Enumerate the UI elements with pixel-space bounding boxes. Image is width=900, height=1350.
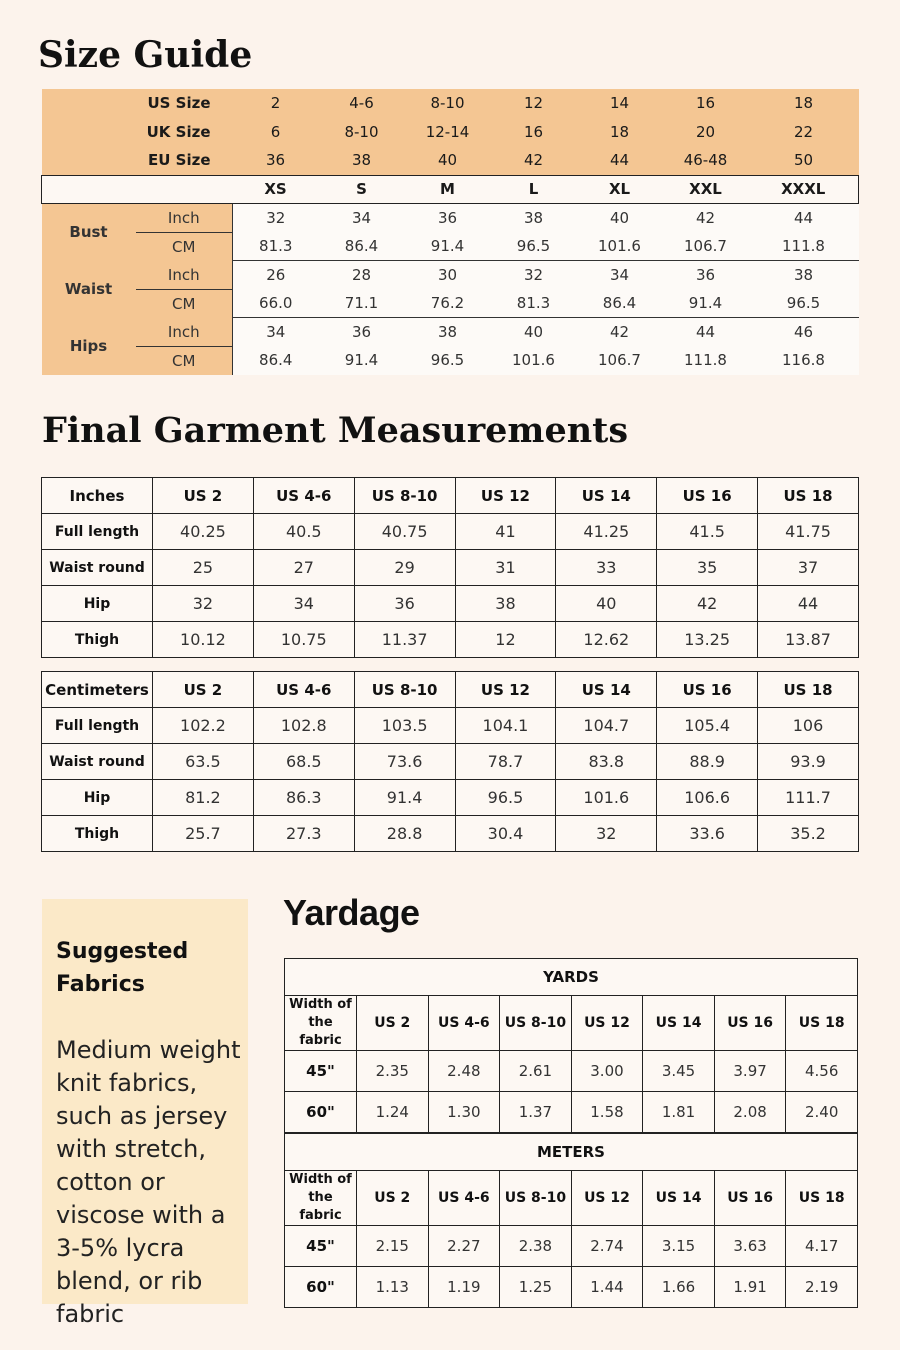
width-label: Width of the fabric bbox=[285, 1171, 357, 1226]
measurement-value: 40 bbox=[491, 318, 577, 347]
size-cell: 50 bbox=[749, 146, 859, 175]
column-header: US 18 bbox=[758, 478, 859, 514]
value-cell: 3.00 bbox=[571, 1051, 643, 1092]
value-cell: 83.8 bbox=[556, 744, 657, 780]
column-header: US 4-6 bbox=[253, 478, 354, 514]
value-cell: 37 bbox=[758, 550, 859, 586]
measurement-inch-row bbox=[42, 261, 859, 290]
column-header: US 14 bbox=[643, 996, 715, 1051]
measurement-value: 42 bbox=[663, 203, 749, 232]
value-cell: 29 bbox=[354, 550, 455, 586]
value-cell: 2.40 bbox=[786, 1092, 858, 1133]
value-cell: 3.45 bbox=[643, 1051, 715, 1092]
measurement-value: 111.8 bbox=[749, 232, 859, 261]
size-cell: 8-10 bbox=[319, 118, 405, 147]
value-cell: 42 bbox=[657, 586, 758, 622]
measurement-value: 86.4 bbox=[319, 232, 405, 261]
size-cell: 18 bbox=[577, 118, 663, 147]
value-cell: 2.61 bbox=[500, 1051, 572, 1092]
measurement-cm-row bbox=[42, 289, 859, 318]
unit-header: METERS bbox=[285, 1134, 858, 1171]
column-header: US 2 bbox=[357, 1171, 429, 1226]
row-label: Hip bbox=[42, 586, 153, 622]
row-label: 60" bbox=[285, 1267, 357, 1308]
measurement-value: 91.4 bbox=[405, 232, 491, 261]
measurement-value: 34 bbox=[233, 318, 319, 347]
value-cell: 41.25 bbox=[556, 514, 657, 550]
measurement-value: 30 bbox=[405, 261, 491, 290]
value-cell: 40.5 bbox=[253, 514, 354, 550]
column-header: US 16 bbox=[657, 478, 758, 514]
unit-label-cm: CM bbox=[136, 346, 233, 375]
column-header: US 18 bbox=[758, 672, 859, 708]
column-header: US 16 bbox=[714, 996, 786, 1051]
value-cell: 31 bbox=[455, 550, 556, 586]
value-cell: 34 bbox=[253, 586, 354, 622]
value-cell: 1.13 bbox=[357, 1267, 429, 1308]
column-header: US 16 bbox=[714, 1171, 786, 1226]
measurement-cm-row bbox=[42, 346, 859, 375]
measurement-value: 71.1 bbox=[319, 289, 405, 318]
measurement-value: 96.5 bbox=[405, 346, 491, 375]
value-cell: 104.7 bbox=[556, 708, 657, 744]
value-cell: 2.35 bbox=[357, 1051, 429, 1092]
measurement-name: Bust bbox=[42, 203, 136, 261]
value-cell: 104.1 bbox=[455, 708, 556, 744]
row-label: Waist round bbox=[42, 744, 153, 780]
table-row bbox=[42, 708, 859, 744]
column-header: US 2 bbox=[153, 478, 254, 514]
value-cell: 103.5 bbox=[354, 708, 455, 744]
letter-size-row bbox=[42, 175, 859, 203]
size-cell: 42 bbox=[491, 146, 577, 175]
letter-size-cell: M bbox=[405, 175, 491, 203]
column-header: US 18 bbox=[786, 1171, 858, 1226]
column-header: US 12 bbox=[571, 996, 643, 1051]
value-cell: 102.8 bbox=[253, 708, 354, 744]
size-system-label: US Size bbox=[42, 89, 233, 118]
row-label: Thigh bbox=[42, 816, 153, 852]
value-cell: 1.91 bbox=[714, 1267, 786, 1308]
measurement-value: 36 bbox=[663, 261, 749, 290]
size-cell: 16 bbox=[491, 118, 577, 147]
measurement-value: 81.3 bbox=[491, 289, 577, 318]
row-label: 45" bbox=[285, 1051, 357, 1092]
value-cell: 30.4 bbox=[455, 816, 556, 852]
column-header: US 12 bbox=[571, 1171, 643, 1226]
value-cell: 93.9 bbox=[758, 744, 859, 780]
row-label: Full length bbox=[42, 708, 153, 744]
value-cell: 2.48 bbox=[428, 1051, 500, 1092]
measurement-value: 81.3 bbox=[233, 232, 319, 261]
value-cell: 111.7 bbox=[758, 780, 859, 816]
size-system-label: UK Size bbox=[42, 118, 233, 147]
column-header: US 14 bbox=[556, 672, 657, 708]
table-row bbox=[42, 780, 859, 816]
value-cell: 101.6 bbox=[556, 780, 657, 816]
letter-size-cell: S bbox=[319, 175, 405, 203]
row-label: 60" bbox=[285, 1092, 357, 1133]
size-cell: 46-48 bbox=[663, 146, 749, 175]
measurement-value: 116.8 bbox=[749, 346, 859, 375]
measurement-value: 44 bbox=[749, 203, 859, 232]
value-cell: 41.75 bbox=[758, 514, 859, 550]
unit-label-cm: CM bbox=[136, 289, 233, 318]
measurement-value: 111.8 bbox=[663, 346, 749, 375]
column-header: US 8-10 bbox=[354, 478, 455, 514]
value-cell: 3.97 bbox=[714, 1051, 786, 1092]
value-cell: 81.2 bbox=[153, 780, 254, 816]
letter-size-cell: L bbox=[491, 175, 577, 203]
column-header: US 8-10 bbox=[354, 672, 455, 708]
measurement-name: Waist bbox=[42, 261, 136, 318]
measurement-value: 38 bbox=[749, 261, 859, 290]
size-cell: 4-6 bbox=[319, 89, 405, 118]
measurement-value: 36 bbox=[319, 318, 405, 347]
value-cell: 106 bbox=[758, 708, 859, 744]
letter-size-cell: XL bbox=[577, 175, 663, 203]
measurement-inch-row bbox=[42, 203, 859, 232]
table-row bbox=[285, 1267, 858, 1308]
measurement-name: Hips bbox=[42, 318, 136, 375]
column-header: US 12 bbox=[455, 478, 556, 514]
garment-measurements-title: Final Garment Measurements bbox=[42, 410, 629, 451]
table-row bbox=[42, 514, 859, 550]
header-row bbox=[285, 1171, 858, 1226]
measurement-value: 32 bbox=[491, 261, 577, 290]
value-cell: 1.25 bbox=[500, 1267, 572, 1308]
column-header: US 14 bbox=[643, 1171, 715, 1226]
unit-header-row bbox=[285, 959, 858, 996]
value-cell: 27.3 bbox=[253, 816, 354, 852]
table-row bbox=[42, 586, 859, 622]
value-cell: 4.56 bbox=[786, 1051, 858, 1092]
value-cell: 3.15 bbox=[643, 1226, 715, 1267]
measurement-inch-row bbox=[42, 318, 859, 347]
size-cell: 38 bbox=[319, 146, 405, 175]
column-header: US 18 bbox=[786, 996, 858, 1051]
size-guide-table bbox=[41, 89, 859, 375]
value-cell: 96.5 bbox=[455, 780, 556, 816]
garment-inches-table bbox=[41, 477, 859, 658]
header-row bbox=[42, 478, 859, 514]
value-cell: 3.63 bbox=[714, 1226, 786, 1267]
measurement-value: 36 bbox=[405, 203, 491, 232]
value-cell: 2.15 bbox=[357, 1226, 429, 1267]
column-header: US 8-10 bbox=[500, 996, 572, 1051]
value-cell: 102.2 bbox=[153, 708, 254, 744]
size-system-label: EU Size bbox=[42, 146, 233, 175]
table-row bbox=[42, 816, 859, 852]
unit-header: Centimeters bbox=[42, 672, 153, 708]
value-cell: 11.37 bbox=[354, 622, 455, 658]
suggested-fabrics-title: Suggested Fabrics bbox=[56, 939, 189, 997]
suggested-fabrics-panel bbox=[42, 899, 248, 1328]
size-cell: 14 bbox=[577, 89, 663, 118]
letter-size-blank-cell bbox=[42, 175, 233, 203]
value-cell: 1.66 bbox=[643, 1267, 715, 1308]
value-cell: 1.58 bbox=[571, 1092, 643, 1133]
value-cell: 63.5 bbox=[153, 744, 254, 780]
row-label: Hip bbox=[42, 780, 153, 816]
value-cell: 41.5 bbox=[657, 514, 758, 550]
value-cell: 13.25 bbox=[657, 622, 758, 658]
measurement-value: 28 bbox=[319, 261, 405, 290]
size-cell: 20 bbox=[663, 118, 749, 147]
measurement-value: 38 bbox=[491, 203, 577, 232]
size-cell: 2 bbox=[233, 89, 319, 118]
value-cell: 10.75 bbox=[253, 622, 354, 658]
value-cell: 35.2 bbox=[758, 816, 859, 852]
letter-size-cell: XS bbox=[233, 175, 319, 203]
letter-size-cell: XXL bbox=[663, 175, 749, 203]
row-label: Full length bbox=[42, 514, 153, 550]
measurement-value: 106.7 bbox=[663, 232, 749, 261]
value-cell: 106.6 bbox=[657, 780, 758, 816]
row-label: Thigh bbox=[42, 622, 153, 658]
column-header: US 4-6 bbox=[428, 1171, 500, 1226]
row-label: Waist round bbox=[42, 550, 153, 586]
value-cell: 78.7 bbox=[455, 744, 556, 780]
size-cell: 36 bbox=[233, 146, 319, 175]
column-header: US 8-10 bbox=[500, 1171, 572, 1226]
measurement-value: 91.4 bbox=[319, 346, 405, 375]
letter-size-cell: XXXL bbox=[749, 175, 859, 203]
size-guide-title: Size Guide bbox=[38, 34, 253, 76]
column-header: US 12 bbox=[455, 672, 556, 708]
value-cell: 1.37 bbox=[500, 1092, 572, 1133]
unit-label-inch: Inch bbox=[136, 203, 233, 232]
garment-centimeters-table bbox=[41, 671, 859, 852]
size-cell: 44 bbox=[577, 146, 663, 175]
measurement-value: 101.6 bbox=[577, 232, 663, 261]
size-cell: 22 bbox=[749, 118, 859, 147]
size-cell: 12-14 bbox=[405, 118, 491, 147]
value-cell: 73.6 bbox=[354, 744, 455, 780]
value-cell: 28.8 bbox=[354, 816, 455, 852]
column-header: US 16 bbox=[657, 672, 758, 708]
measurement-cm-row bbox=[42, 232, 859, 261]
value-cell: 2.08 bbox=[714, 1092, 786, 1133]
unit-header: Inches bbox=[42, 478, 153, 514]
unit-label-inch: Inch bbox=[136, 261, 233, 290]
column-header: US 14 bbox=[556, 478, 657, 514]
value-cell: 41 bbox=[455, 514, 556, 550]
width-label: Width of the fabric bbox=[285, 996, 357, 1051]
measurement-value: 91.4 bbox=[663, 289, 749, 318]
table-row bbox=[285, 1226, 858, 1267]
row-label: 45" bbox=[285, 1226, 357, 1267]
value-cell: 2.19 bbox=[786, 1267, 858, 1308]
size-system-row bbox=[42, 89, 859, 118]
value-cell: 35 bbox=[657, 550, 758, 586]
unit-label-cm: CM bbox=[136, 232, 233, 261]
value-cell: 12 bbox=[455, 622, 556, 658]
value-cell: 2.74 bbox=[571, 1226, 643, 1267]
measurement-value: 86.4 bbox=[577, 289, 663, 318]
value-cell: 38 bbox=[455, 586, 556, 622]
value-cell: 2.38 bbox=[500, 1226, 572, 1267]
size-cell: 6 bbox=[233, 118, 319, 147]
measurement-value: 34 bbox=[319, 203, 405, 232]
yardage-title: Yardage bbox=[283, 892, 420, 933]
value-cell: 12.62 bbox=[556, 622, 657, 658]
table-row bbox=[42, 622, 859, 658]
yardage-yards-table bbox=[284, 958, 858, 1133]
measurement-value: 46 bbox=[749, 318, 859, 347]
unit-label-inch: Inch bbox=[136, 318, 233, 347]
value-cell: 105.4 bbox=[657, 708, 758, 744]
value-cell: 25.7 bbox=[153, 816, 254, 852]
measurement-value: 76.2 bbox=[405, 289, 491, 318]
measurement-value: 26 bbox=[233, 261, 319, 290]
value-cell: 44 bbox=[758, 586, 859, 622]
value-cell: 33.6 bbox=[657, 816, 758, 852]
measurement-value: 86.4 bbox=[233, 346, 319, 375]
measurement-value: 96.5 bbox=[749, 289, 859, 318]
header-row bbox=[42, 672, 859, 708]
value-cell: 32 bbox=[153, 586, 254, 622]
size-cell: 16 bbox=[663, 89, 749, 118]
size-cell: 12 bbox=[491, 89, 577, 118]
table-row bbox=[42, 744, 859, 780]
value-cell: 10.12 bbox=[153, 622, 254, 658]
suggested-fabrics-text: Medium weight knit fabrics, such as jersey with stretch, cotton or viscose with a 3-5% lycra blend, or rib fabric bbox=[56, 1036, 241, 1328]
value-cell: 13.87 bbox=[758, 622, 859, 658]
value-cell: 36 bbox=[354, 586, 455, 622]
value-cell: 1.24 bbox=[357, 1092, 429, 1133]
table-row bbox=[285, 1092, 858, 1133]
measurement-value: 101.6 bbox=[491, 346, 577, 375]
value-cell: 1.30 bbox=[428, 1092, 500, 1133]
measurement-value: 106.7 bbox=[577, 346, 663, 375]
value-cell: 88.9 bbox=[657, 744, 758, 780]
column-header: US 2 bbox=[357, 996, 429, 1051]
measurement-value: 42 bbox=[577, 318, 663, 347]
value-cell: 1.19 bbox=[428, 1267, 500, 1308]
header-row bbox=[285, 996, 858, 1051]
column-header: US 4-6 bbox=[253, 672, 354, 708]
measurement-value: 96.5 bbox=[491, 232, 577, 261]
column-header: US 4-6 bbox=[428, 996, 500, 1051]
table-row bbox=[42, 550, 859, 586]
unit-header-row bbox=[285, 1134, 858, 1171]
table-row bbox=[285, 1051, 858, 1092]
size-system-row bbox=[42, 146, 859, 175]
size-cell: 18 bbox=[749, 89, 859, 118]
measurement-value: 40 bbox=[577, 203, 663, 232]
measurement-value: 32 bbox=[233, 203, 319, 232]
value-cell: 2.27 bbox=[428, 1226, 500, 1267]
value-cell: 91.4 bbox=[354, 780, 455, 816]
value-cell: 68.5 bbox=[253, 744, 354, 780]
unit-header: YARDS bbox=[285, 959, 858, 996]
value-cell: 40.75 bbox=[354, 514, 455, 550]
value-cell: 86.3 bbox=[253, 780, 354, 816]
value-cell: 4.17 bbox=[786, 1226, 858, 1267]
size-cell: 40 bbox=[405, 146, 491, 175]
value-cell: 25 bbox=[153, 550, 254, 586]
size-cell: 8-10 bbox=[405, 89, 491, 118]
measurement-value: 44 bbox=[663, 318, 749, 347]
value-cell: 32 bbox=[556, 816, 657, 852]
value-cell: 40 bbox=[556, 586, 657, 622]
value-cell: 27 bbox=[253, 550, 354, 586]
size-system-row bbox=[42, 118, 859, 147]
value-cell: 1.81 bbox=[643, 1092, 715, 1133]
measurement-value: 34 bbox=[577, 261, 663, 290]
measurement-value: 66.0 bbox=[233, 289, 319, 318]
value-cell: 40.25 bbox=[153, 514, 254, 550]
value-cell: 33 bbox=[556, 550, 657, 586]
measurement-value: 38 bbox=[405, 318, 491, 347]
value-cell: 1.44 bbox=[571, 1267, 643, 1308]
column-header: US 2 bbox=[153, 672, 254, 708]
yardage-meters-table bbox=[284, 1133, 858, 1308]
